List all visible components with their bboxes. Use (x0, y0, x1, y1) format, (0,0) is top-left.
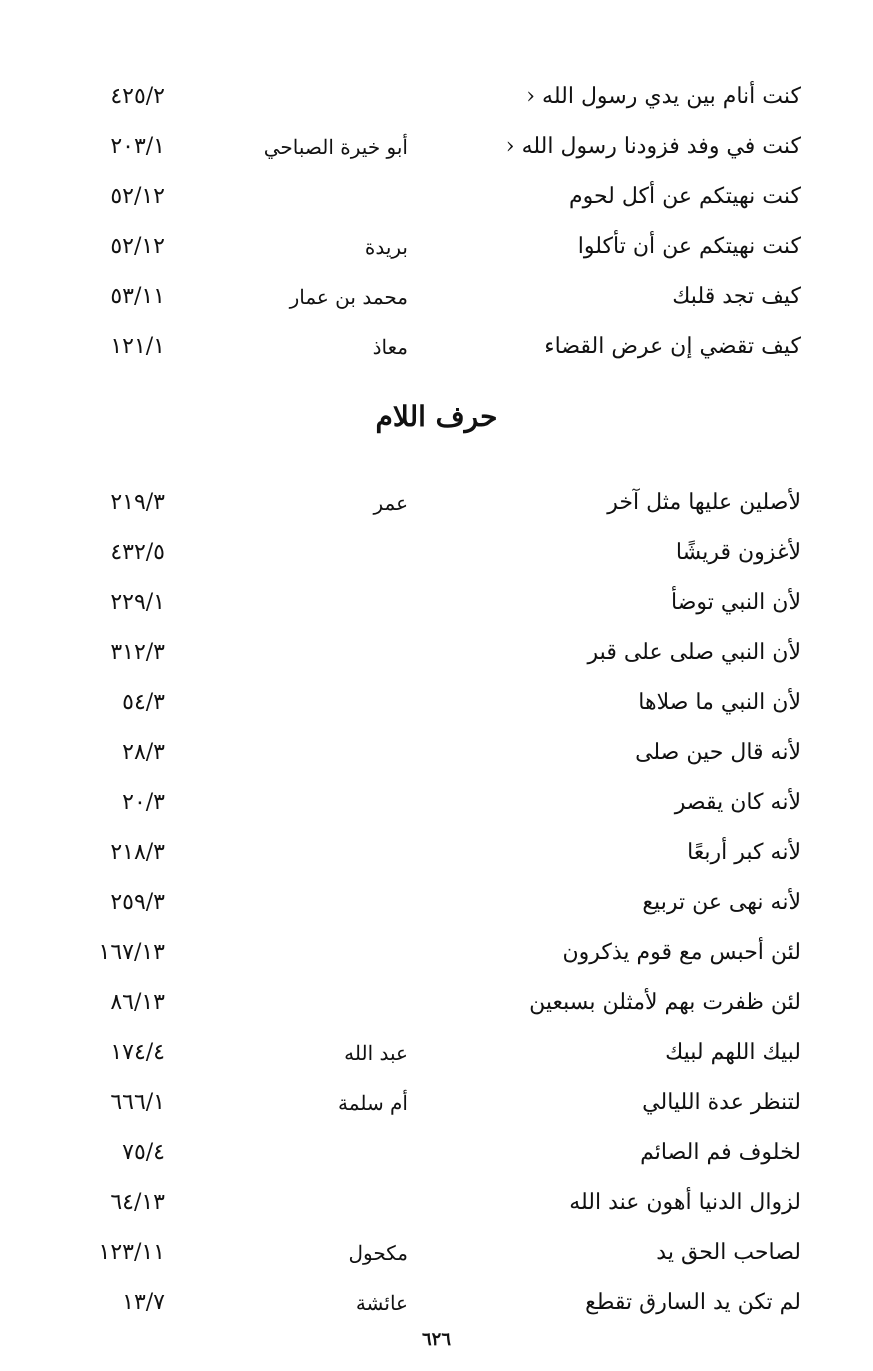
index-entry (0, 528, 873, 578)
index-entry (0, 222, 873, 272)
index-entry (0, 1178, 873, 1228)
index-entry (0, 72, 873, 122)
narrator: معاذ (372, 335, 408, 359)
volume-page-reference: ٢٠/٣ (122, 790, 165, 815)
volume-page-reference: ٢٥٩/٣ (110, 890, 165, 915)
index-entry (0, 1028, 873, 1078)
hadith-text: لأن النبي ما صلاها (638, 690, 801, 715)
volume-page-reference: ٥٤/٣ (122, 690, 165, 715)
hadith-text: لأن النبي توضأ (671, 590, 801, 615)
index-entry (0, 1128, 873, 1178)
hadith-text: لأنه كبر أربعًا (687, 840, 801, 865)
hadith-text: كيف تجد قلبك (672, 284, 801, 309)
hadith-text: لأن النبي صلى على قبر (587, 640, 801, 665)
hadith-text: لأغزون قريشًا (675, 540, 801, 565)
index-entry (0, 172, 873, 222)
index-entry (0, 928, 873, 978)
volume-page-reference: ١٧٤/٤ (110, 1040, 165, 1065)
hadith-text: لم تكن يد السارق تقطع (585, 1290, 801, 1315)
hadith-text: كيف تقضي إن عرض القضاء (544, 334, 801, 359)
narrator: مكحول (348, 1241, 408, 1265)
hadith-text: لأصلين عليها مثل آخر (607, 490, 801, 515)
hadith-text: لصاحب الحق يد (656, 1240, 801, 1265)
index-entry (0, 778, 873, 828)
narrator: بريدة (364, 235, 408, 259)
hadith-text: لئن أحبس مع قوم يذكرون (562, 940, 801, 965)
entries-lam (0, 478, 873, 1328)
index-entry (0, 272, 873, 322)
volume-page-reference: ٦٦٦/١ (110, 1090, 165, 1115)
hadith-text: كنت نهيتكم عن أكل لحوم (568, 184, 801, 209)
hadith-text: لزوال الدنيا أهون عند الله (569, 1190, 801, 1215)
index-entry (0, 828, 873, 878)
volume-page-reference: ٢١٩/٣ (110, 490, 165, 515)
index-entry (0, 478, 873, 528)
volume-page-reference: ١٦٧/١٣ (98, 940, 165, 965)
volume-page-reference: ٤٢٥/٢ (110, 84, 165, 109)
entries-kaf (0, 72, 873, 372)
index-entry (0, 1078, 873, 1128)
hadith-text: لأنه كان يقصر (674, 790, 801, 815)
index-entry (0, 728, 873, 778)
volume-page-reference: ٢٢٩/١ (110, 590, 165, 615)
section-heading: حرف اللام (375, 400, 498, 433)
index-entry (0, 1278, 873, 1328)
hadith-text: لأنه نهى عن تربيع (642, 890, 801, 915)
volume-page-reference: ٤٣٢/٥ (110, 540, 165, 565)
volume-page-reference: ٧٥/٤ (122, 1140, 165, 1165)
hadith-text: كنت في وفد فزودنا رسول الله ‹ (505, 134, 801, 159)
hadith-text: لخلوف فم الصائم (640, 1140, 801, 1165)
volume-page-reference: ٣١٢/٣ (110, 640, 165, 665)
index-entry (0, 322, 873, 372)
hadith-text: كنت نهيتكم عن أن تأكلوا (577, 234, 801, 259)
volume-page-reference: ٢٨/٣ (122, 740, 165, 765)
index-entry (0, 978, 873, 1028)
hadith-text: لبيك اللهم لبيك (665, 1040, 801, 1065)
narrator: عبد الله (344, 1041, 408, 1065)
volume-page-reference: ١٢١/١ (110, 334, 165, 359)
index-entry (0, 1228, 873, 1278)
narrator: أبو خيرة الصباحي (263, 135, 408, 159)
index-entry (0, 122, 873, 172)
volume-page-reference: ٥٢/١٢ (110, 184, 165, 209)
index-entry (0, 578, 873, 628)
narrator: عمر (373, 491, 408, 515)
hadith-text: لتنظر عدة الليالي (642, 1090, 801, 1115)
volume-page-reference: ١٣/٧ (122, 1290, 165, 1315)
narrator: أم سلمة (338, 1091, 408, 1115)
narrator: محمد بن عمار (289, 285, 408, 309)
page-number: ٦٢٦ (421, 1329, 451, 1350)
index-entry (0, 878, 873, 928)
volume-page-reference: ٢٠٣/١ (110, 134, 165, 159)
hadith-text: لئن ظفرت بهم لأمثلن بسبعين (529, 990, 801, 1015)
narrator: عائشة (355, 1291, 408, 1315)
volume-page-reference: ٢١٨/٣ (110, 840, 165, 865)
hadith-text: كنت أنام بين يدي رسول الله ‹ (526, 84, 801, 109)
volume-page-reference: ١٢٣/١١ (98, 1240, 165, 1265)
index-entry (0, 678, 873, 728)
index-entry (0, 628, 873, 678)
volume-page-reference: ٥٣/١١ (110, 284, 165, 309)
volume-page-reference: ٨٦/١٣ (110, 990, 165, 1015)
volume-page-reference: ٥٢/١٢ (110, 234, 165, 259)
volume-page-reference: ٦٤/١٣ (110, 1190, 165, 1215)
hadith-text: لأنه قال حين صلى (635, 740, 801, 765)
